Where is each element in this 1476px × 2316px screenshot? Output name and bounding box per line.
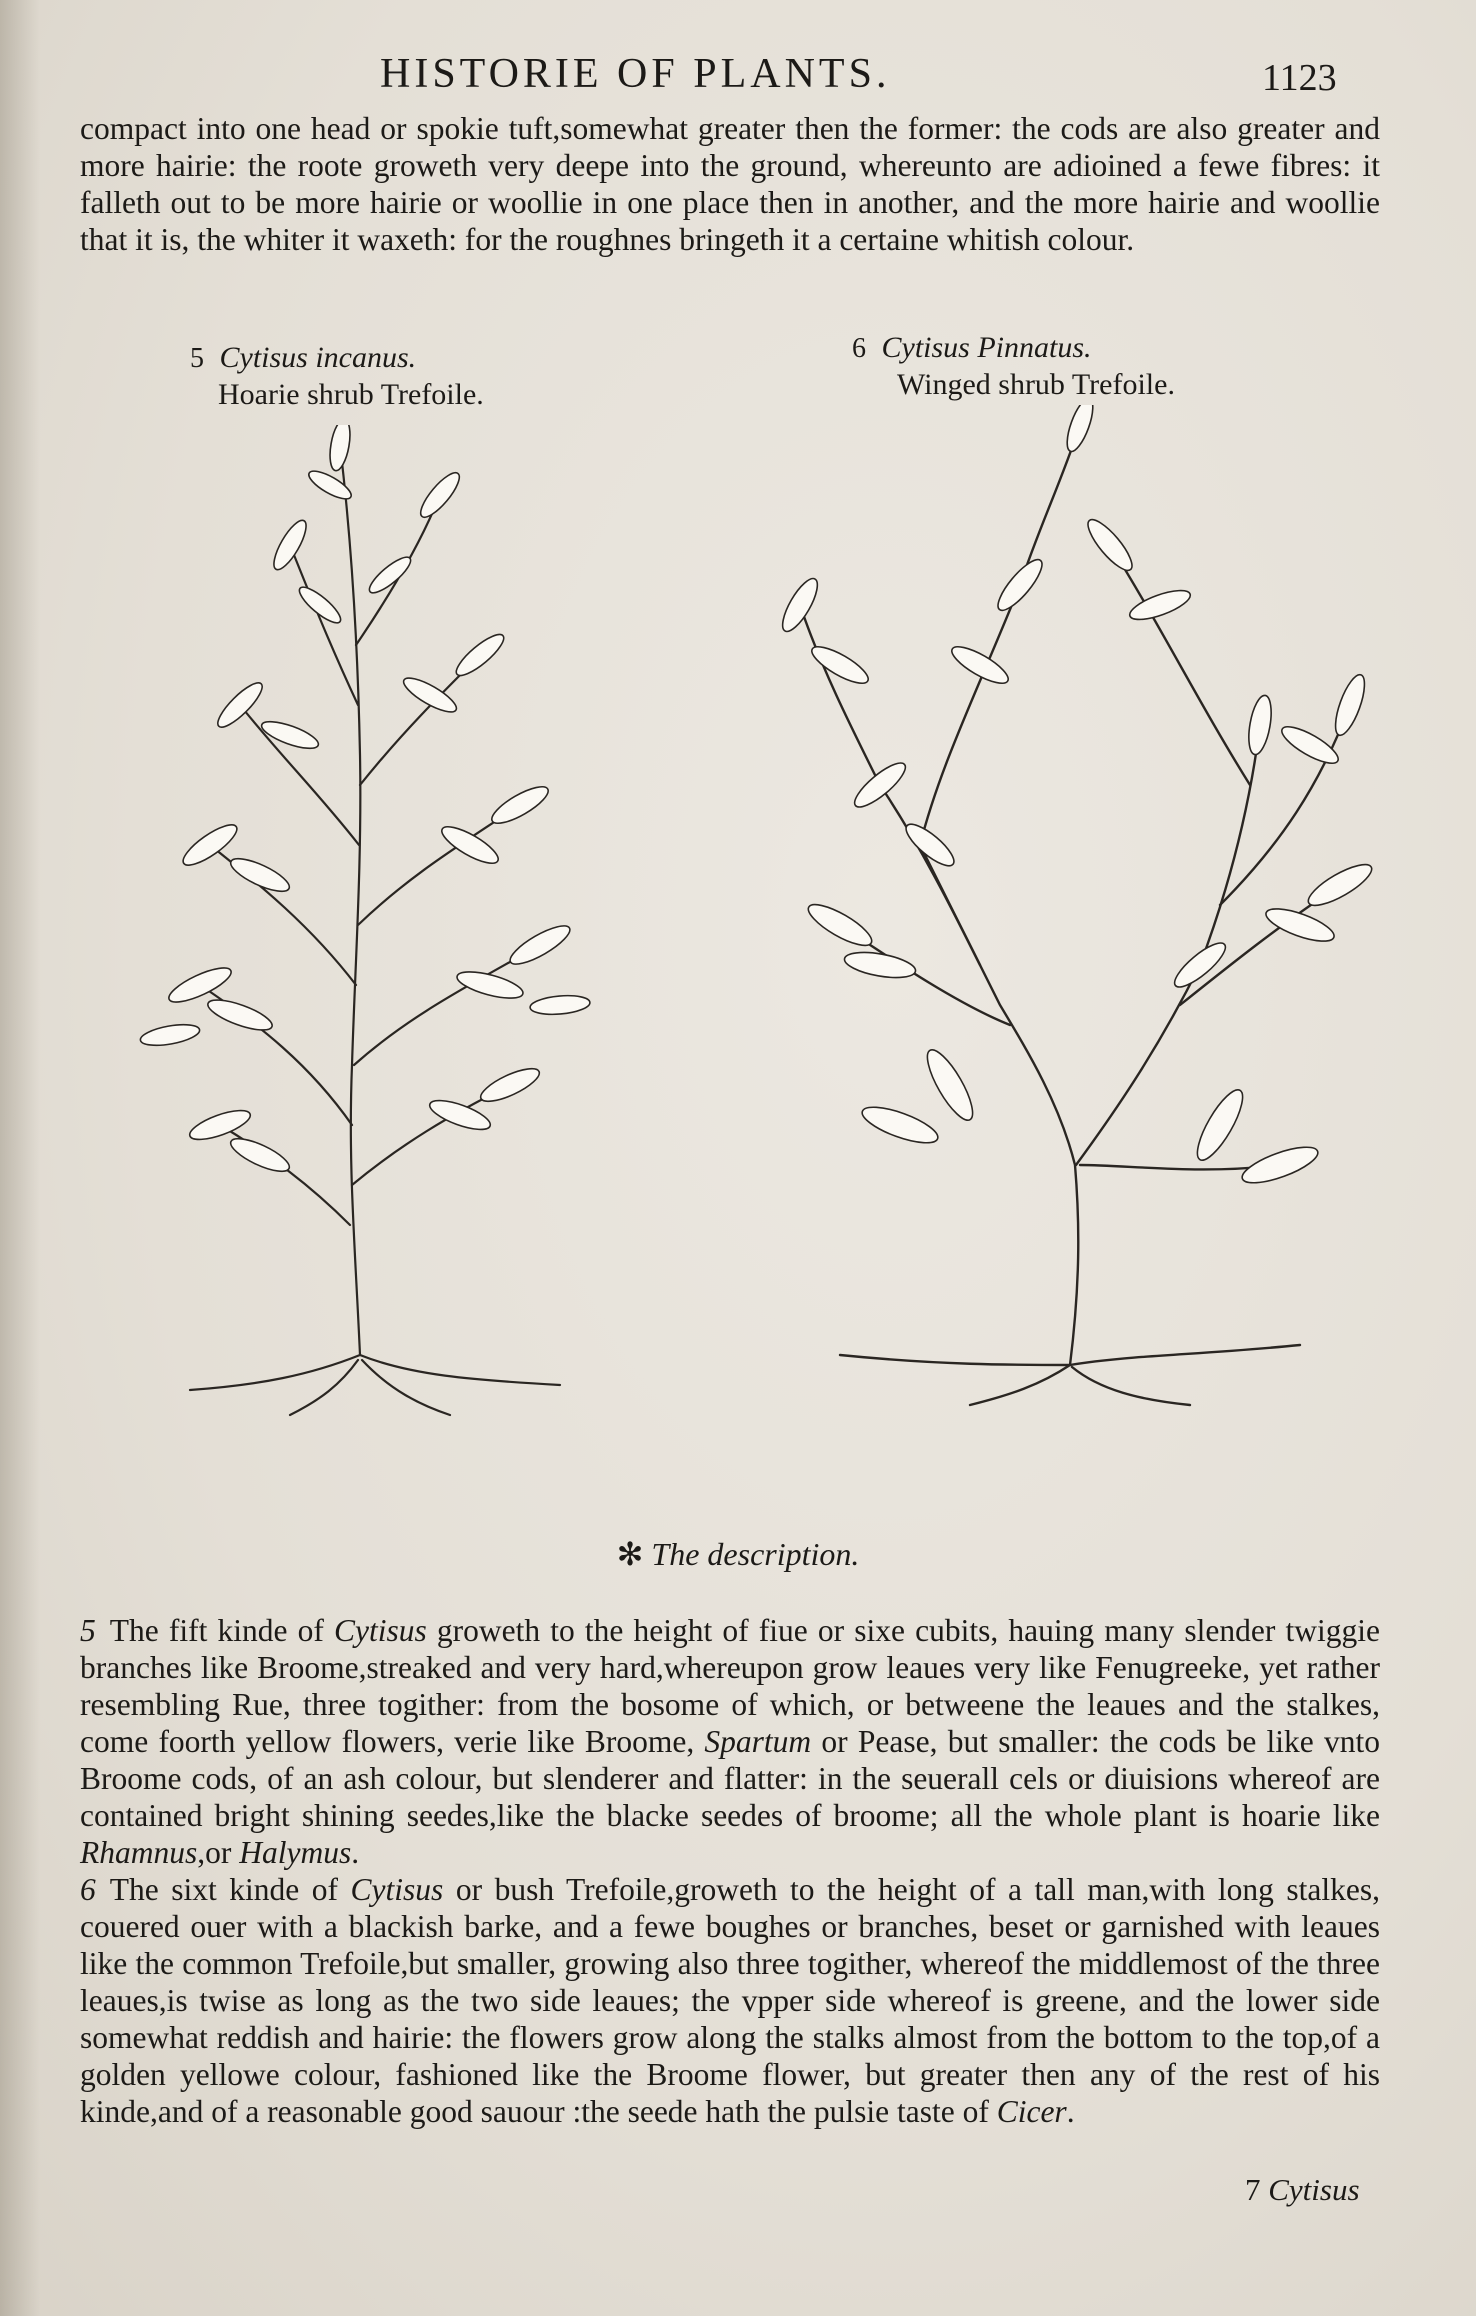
figure-number: 5 bbox=[190, 343, 204, 374]
italic-term: Cicer bbox=[996, 2094, 1067, 2129]
description-heading-text: The description. bbox=[651, 1536, 860, 1572]
paragraph-text: . bbox=[1066, 2094, 1075, 2129]
italic-term: Cytisus bbox=[350, 1872, 444, 1907]
catchword-number: 7 bbox=[1245, 2172, 1261, 2207]
page-number: 1123 bbox=[1262, 57, 1337, 99]
intro-paragraph bbox=[80, 110, 1380, 258]
figure-latin-name: Cytisus incanus. bbox=[219, 341, 417, 374]
paragraph-text: The sixt kinde of bbox=[109, 1872, 351, 1907]
figure-latin-name: Cytisus Pinnatus. bbox=[881, 331, 1092, 364]
figure-number: 6 bbox=[852, 333, 866, 364]
catchword bbox=[1245, 2172, 1360, 2208]
page-header bbox=[0, 50, 1476, 110]
figures-area bbox=[0, 330, 1476, 1430]
paragraph-text: . bbox=[351, 1835, 360, 1870]
figure-common-name: Winged shrub Trefoile. bbox=[897, 368, 1175, 401]
paragraph-5 bbox=[80, 1612, 1380, 1871]
italic-term: Rhamnus bbox=[80, 1835, 198, 1870]
intro-text: compact into one head or spokie tuft,somewhat greater then the former: the cods are also greater and more hairie: the roote groweth very deepe into the ground, whereunto are adioined a fewe fibres: it falleth out to be more hairie or woollie in one place then in another, and the more hairie and woollie that it is, the whiter it waxeth: for the roughnes bringeth it a certaine whitish colour. bbox=[80, 111, 1380, 257]
paragraph-text: or bush Trefoile,groweth to the height of a tall man,with long stalkes, couered ouer with a blackish barke, and a fewe boughes or branches, beset or garnished with leaues like the common Trefoile,but smaller, growing also three togither, whereof the middlemost of the three leaues,is twise as long as the two side leaues; the vpper side whereof is greene, and the lower side somewhat reddish and hairie: the flowers grow along the stalks almost from the bottom to the top,of a golden yellowe colour, fashioned like the Broome flower, but greater then any of the rest of his kinde,and of a reasonable good sauour :the seede hath the pulsie taste of bbox=[80, 1872, 1380, 2129]
description-heading bbox=[0, 1535, 1476, 1573]
description-body bbox=[80, 1612, 1380, 2130]
paragraph-text: ,or bbox=[197, 1835, 240, 1870]
paragraph-6 bbox=[80, 1871, 1380, 2130]
paragraph-number: 6 bbox=[80, 1872, 96, 1907]
figure-caption-6 bbox=[852, 330, 1175, 403]
catchword-text: Cytisus bbox=[1268, 2172, 1360, 2207]
italic-term: Cytisus bbox=[334, 1613, 427, 1648]
hoarie-shrub-trefoile-illustration bbox=[90, 425, 630, 1425]
running-title: HISTORIE OF PLANTS. bbox=[380, 51, 891, 97]
paragraph-text: groweth to the height of fiue or sixe cubits, hauing many slender twiggie branches like Broome,streaked and very hard,whereupon grow leaues very like Fenugreeke, yet rather resembling Rue, three togither: from the bosome of which, or betweene the leaues and the stalkes, come foorth yellow flowers, verie like Broome, bbox=[80, 1613, 1380, 1759]
paragraph-number: 5 bbox=[80, 1613, 96, 1648]
italic-term: Spartum bbox=[704, 1724, 812, 1759]
winged-shrub-trefoile-illustration bbox=[780, 405, 1380, 1425]
figure-common-name: Hoarie shrub Trefoile. bbox=[218, 378, 484, 411]
figure-caption-5 bbox=[190, 340, 484, 413]
paragraph-text: or Pease, but smaller: the cods be like vnto Broome cods, of an ash colour, but slenderer and flatter: in the seuerall cels or diuisions whereof are contained bright shining seedes,like the blacke seedes of broome; all the whole plant is hoarie like bbox=[80, 1724, 1380, 1833]
italic-term: Halymus bbox=[239, 1835, 352, 1870]
asterism-mark: ✻ bbox=[616, 1536, 644, 1572]
paragraph-text: The fift kinde of bbox=[109, 1613, 334, 1648]
